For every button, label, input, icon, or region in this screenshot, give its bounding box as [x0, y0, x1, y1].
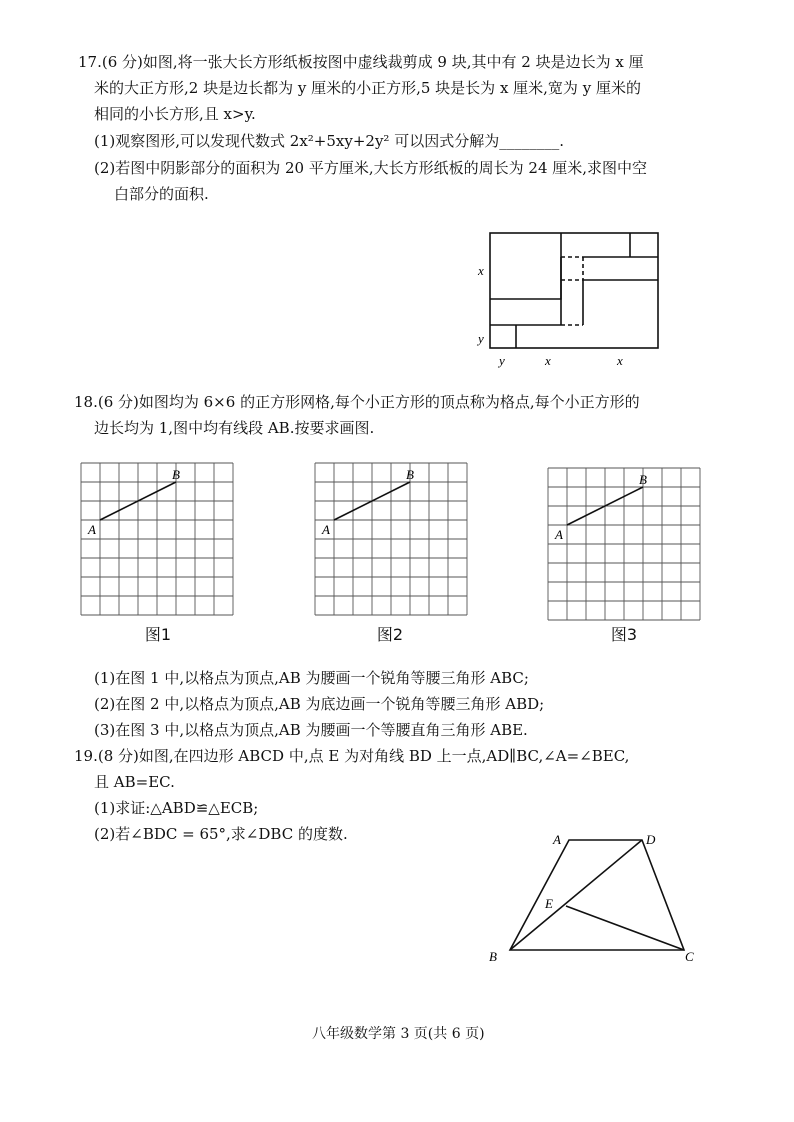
q19-part1: (1)求证:△ABD≌△ECB; [94, 799, 259, 817]
label-a: A [553, 832, 561, 847]
grid-caption-3: 图3 [610, 625, 638, 644]
q19-line1: 19.(8 分)如图,在四边形 ABCD 中,点 E 为对角线 BD 上一点,AD∥BC,∠A=∠BEC, [74, 747, 630, 765]
q17-line3: 相同的小长方形,且 x>y. [94, 105, 256, 123]
q17-rectangle-figure [470, 225, 710, 375]
q17-part1: (1)观察图形,可以发现代数式 2x²+5xy+2y² 可以因式分解为________. [94, 132, 564, 150]
grid-caption-2: 图2 [376, 625, 404, 644]
q17-line2: 米的大正方形,2 块是边长都为 y 厘米的小正方形,5 块是长为 x 厘米,宽为 y 厘米的 [94, 79, 641, 97]
grid-figure-3 [547, 467, 707, 627]
label-x-bottom-2: x [617, 353, 623, 368]
q17-part2-line1: (2)若图中阴影部分的面积为 20 平方厘米,大长方形纸板的周长为 24 厘米,求图中空 [94, 159, 648, 177]
label-c: C [685, 949, 694, 964]
grid-figure-2 [314, 462, 474, 622]
label-x-left: x [478, 263, 484, 278]
q19-quadrilateral-figure [485, 828, 715, 968]
label-x-bottom-1: x [545, 353, 551, 368]
q17-part2-line2: 白部分的面积. [114, 185, 209, 203]
label-y-left: y [478, 331, 484, 346]
q18-part3: (3)在图 3 中,以格点为顶点,AB 为腰画一个等腰直角三角形 ABE. [94, 721, 528, 739]
label-y-bottom: y [499, 353, 505, 368]
q18-line2: 边长均为 1,图中均有线段 AB.按要求画图. [94, 419, 375, 437]
point-a-label: A [88, 522, 96, 537]
point-b-label: B [172, 467, 180, 482]
point-a-label: A [322, 522, 330, 537]
q18-line1: 18.(6 分)如图均为 6×6 的正方形网格,每个小正方形的顶点称为格点,每个小正方形的 [74, 393, 640, 411]
point-a-label: A [555, 527, 563, 542]
q19-line2: 且 AB=EC. [94, 773, 175, 791]
grid-figure-1 [80, 462, 240, 622]
point-b-label: B [639, 472, 647, 487]
q18-part2: (2)在图 2 中,以格点为顶点,AB 为底边画一个锐角等腰三角形 ABD; [94, 695, 545, 713]
label-b: B [489, 949, 497, 964]
grid-caption-1: 图1 [144, 625, 172, 644]
page-footer: 八年级数学第 3 页(共 6 页) [312, 1026, 485, 1042]
label-e: E [545, 896, 553, 911]
label-d: D [646, 832, 656, 847]
q17-line1: 17.(6 分)如图,将一张大长方形纸板按图中虚线裁剪成 9 块,其中有 2 块是边长为 x 厘 [78, 53, 644, 71]
q18-part1: (1)在图 1 中,以格点为顶点,AB 为腰画一个锐角等腰三角形 ABC; [94, 669, 529, 687]
q19-part2: (2)若∠BDC = 65°,求∠DBC 的度数. [94, 825, 348, 843]
big-square-left-edge [490, 233, 561, 299]
point-b-label: B [406, 467, 414, 482]
